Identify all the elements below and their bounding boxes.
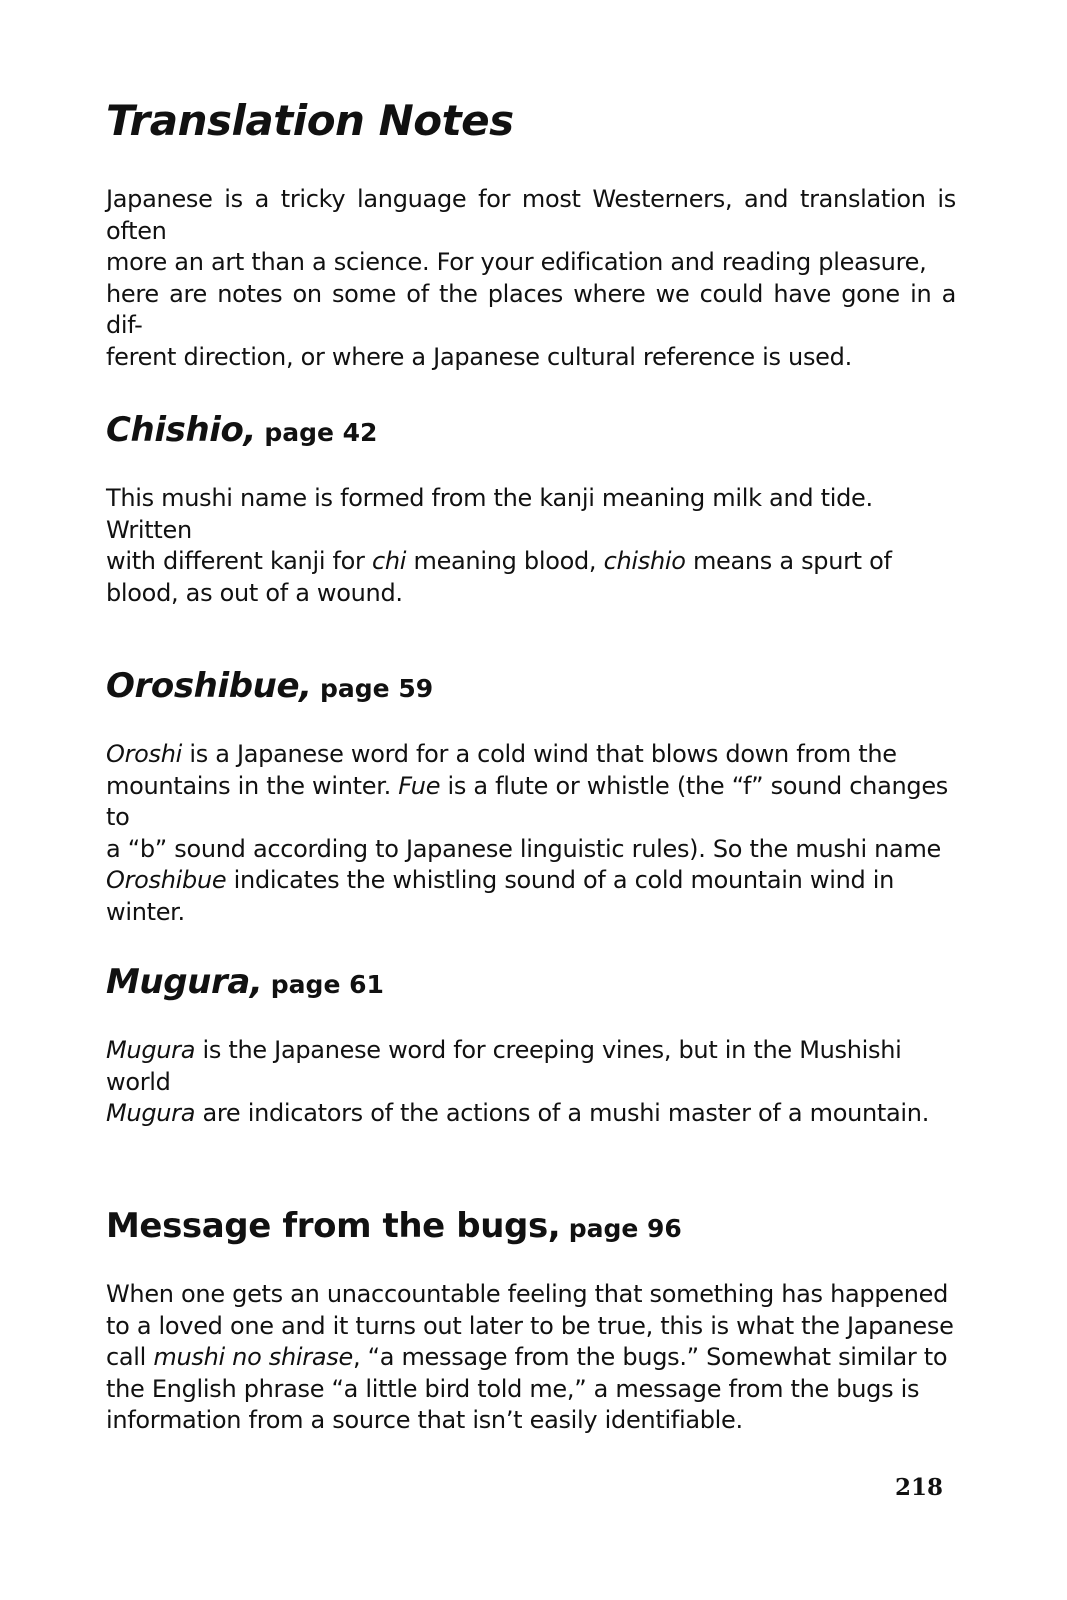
text-segment: This mushi name is formed from the kanji meaning milk and tide. Written — [106, 484, 873, 544]
note-line — [106, 835, 941, 863]
note-body-chishio — [106, 483, 956, 609]
note-term: Mugura, — [106, 962, 263, 1002]
note-body-mugura — [106, 1035, 956, 1130]
intro-line: ferent direction, or where a Japanese cultural reference is used. — [106, 342, 852, 371]
text-segment: mountains in the winter. — [106, 771, 399, 800]
intro-line: more an art than a science. For your edification and reading pleasure, — [106, 248, 927, 276]
note-term: Oroshibue, — [106, 666, 312, 706]
page-number: 218 — [894, 1474, 943, 1501]
text-segment: a “b” sound according to Japanese linguistic rules). So the mushi name — [106, 834, 941, 863]
note-term: Message from the bugs, — [106, 1206, 561, 1246]
note-line — [106, 1280, 948, 1308]
text-segment: is a Japanese word for a cold wind that blows down from the — [182, 740, 897, 768]
text-segment: is a flute or whistle (the “f” sound changes to — [106, 771, 949, 831]
text-segment: , “a message from the bugs.” Somewhat similar to — [352, 1343, 948, 1371]
intro-line: here are notes on some of the places where we could have gone in a dif- — [106, 279, 956, 339]
italic-term: Fue — [398, 771, 441, 800]
note-body-oroshibue — [106, 739, 956, 928]
note-heading-mugura — [106, 962, 384, 1002]
text-segment: with different kanji for — [106, 547, 372, 575]
text-segment: information from a source that isn’t easily identifiable. — [106, 1406, 743, 1434]
note-page-ref: page 42 — [264, 418, 378, 447]
text-segment: blood, as out of a wound. — [106, 578, 403, 607]
italic-term: chishio — [603, 547, 686, 575]
text-segment: to a loved one and it turns out later to be true, this is what the Japanese — [106, 1311, 954, 1340]
note-heading-chishio — [106, 410, 377, 450]
note-line — [106, 772, 948, 832]
note-line — [106, 1406, 743, 1434]
note-heading-oroshibue — [106, 666, 433, 706]
note-line — [106, 740, 897, 768]
note-line — [106, 484, 873, 544]
note-line — [106, 866, 894, 926]
italic-term: Oroshibue — [106, 866, 227, 894]
text-segment: When one gets an unaccountable feeling that something has happened — [106, 1280, 949, 1308]
italic-term: Mugura — [106, 1036, 196, 1064]
text-segment: are indicators of the actions of a mushi master of a mountain. — [195, 1099, 930, 1127]
note-term: Chishio, — [106, 410, 256, 450]
text-segment: is the Japanese word for creeping vines, but in the Mushishi world — [106, 1036, 902, 1096]
note-line — [106, 1099, 929, 1127]
intro-paragraph — [106, 184, 956, 373]
note-line — [106, 547, 892, 575]
text-segment: meaning blood, — [406, 547, 604, 575]
note-line — [106, 1036, 901, 1096]
note-line — [106, 1343, 947, 1371]
note-body-message-from-the-bugs — [106, 1279, 956, 1437]
text-segment: means a spurt of — [685, 547, 892, 575]
note-page-ref: page 61 — [270, 970, 384, 999]
text-segment: call — [106, 1343, 154, 1371]
note-line — [106, 1312, 954, 1340]
intro-line: Japanese is a tricky language for most Westerners, and translation is often — [106, 185, 956, 245]
note-heading-message-from-the-bugs — [106, 1206, 682, 1246]
note-page-ref: page 59 — [320, 674, 434, 703]
text-segment: the English phrase “a little bird told me,” a message from the bugs is — [106, 1374, 920, 1403]
italic-term: chi — [371, 547, 407, 575]
note-line — [106, 1375, 919, 1403]
note-page-ref: page 96 — [568, 1214, 682, 1243]
page-title: Translation Notes — [106, 96, 514, 145]
text-segment: indicates the whistling sound of a cold mountain wind in winter. — [106, 866, 895, 926]
italic-term: Oroshi — [106, 740, 183, 768]
italic-term: Mugura — [106, 1099, 196, 1127]
italic-term: mushi no shirase — [153, 1343, 353, 1371]
note-line — [106, 579, 403, 607]
